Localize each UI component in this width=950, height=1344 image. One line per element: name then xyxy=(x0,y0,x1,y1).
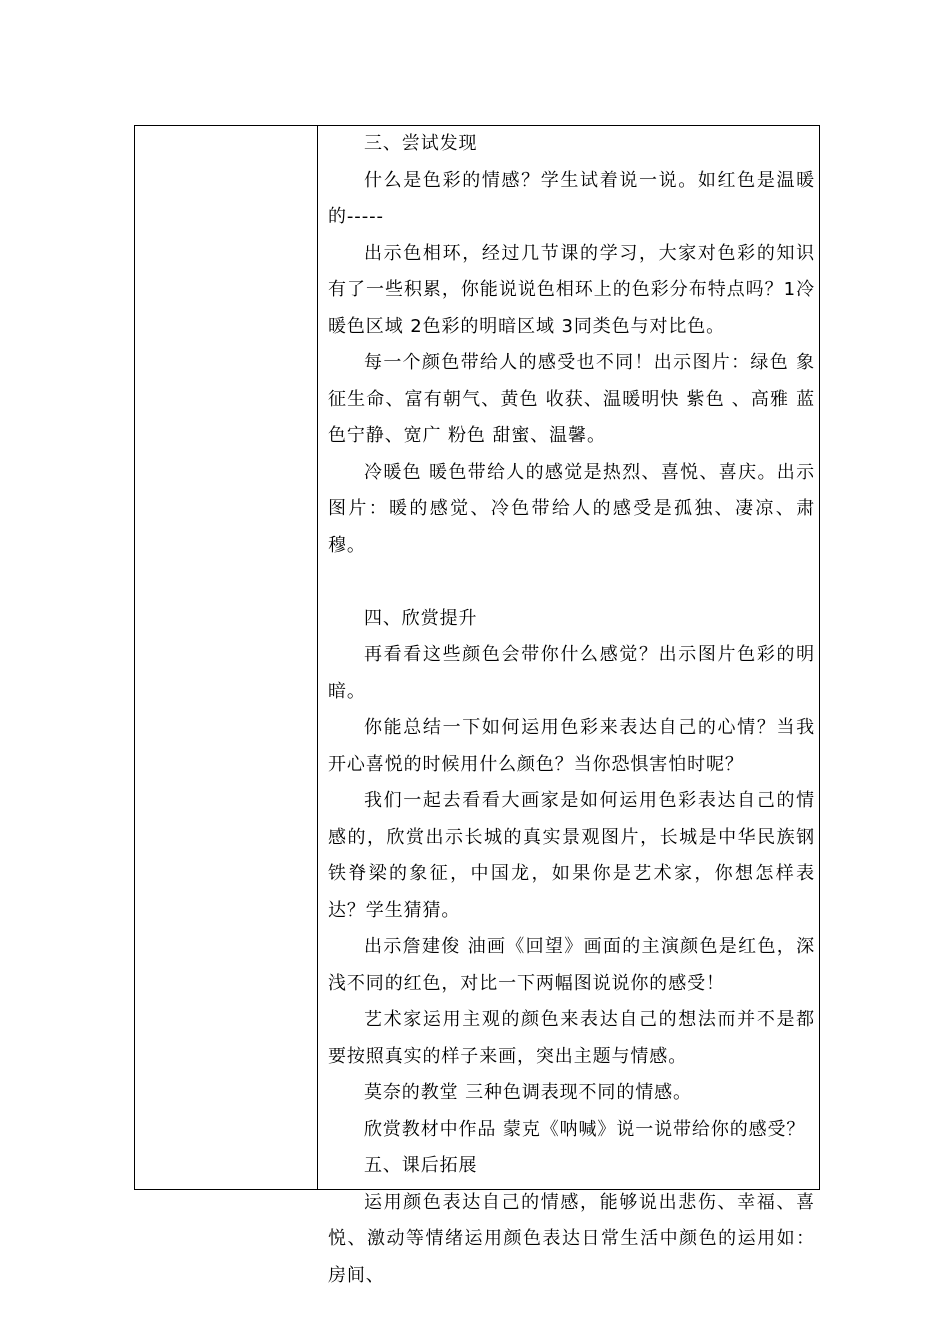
section-heading-appreciate: 四、欣赏提升 xyxy=(364,607,478,629)
paragraph-warm-cool: 冷暖色 暖色带给人的感觉是热烈、喜悦、喜庆。出示图片：暖的感觉、冷色带给人的感受是孤独、凄凉、肃穆。 xyxy=(328,461,815,556)
left-column-cell xyxy=(135,126,318,1189)
paragraph-brightness: 再看看这些颜色会带你什么感觉？出示图片色彩的明暗。 xyxy=(328,644,815,702)
paragraph-color-feelings: 每一个颜色带给人的感受也不同！出示图片：绿色 象征生命、富有朝气、黄色 收获、温暖明快 紫色 、高雅 蓝色宁静、宽广 粉色 甜蜜、温馨。 xyxy=(328,352,815,446)
lesson-table xyxy=(134,125,820,1286)
lesson-content-cell xyxy=(318,126,819,1286)
paragraph-subjective-color: 艺术家运用主观的颜色来表达自己的想法而并不是都要按照真实的样子来画，突出主题与情感。 xyxy=(328,1009,815,1067)
section-heading-try-discover: 三、尝试发现 xyxy=(364,133,478,154)
paragraph-extension-activity: 运用颜色表达自己的情感，能够说出悲伤、幸福、喜悦、激动等情绪运用颜色表达日常生活中颜色的运用如：房间、 xyxy=(328,1191,815,1286)
paragraph-great-wall: 我们一起去看看大画家是如何运用色彩表达自己的情感的，欣赏出示长城的真实景观图片，长城是中华民族钢铁脊梁的象征，中国龙，如果你是艺术家，你想怎样表达？学生猜猜。 xyxy=(328,790,815,921)
paragraph-color-wheel: 出示色相环，经过几节课的学习，大家对色彩的知识有了一些积累，你能说说色相环上的色彩分布特点吗？1冷暖色区域 2色彩的明暗区域 3同类色与对比色。 xyxy=(328,242,815,337)
paragraph-munch-scream: 欣赏教材中作品 蒙克《呐喊》说一说带给你的感受？ xyxy=(364,1118,806,1140)
section-heading-extension: 五、课后拓展 xyxy=(364,1155,478,1176)
paragraph-monet: 莫奈的教堂 三种色调表现不同的情感。 xyxy=(364,1082,692,1103)
paragraph-express-mood: 你能总结一下如何运用色彩来表达自己的心情？当我开心喜悦的时候用什么颜色？当你恐惧害怕时呢？ xyxy=(328,717,815,775)
blank-line xyxy=(328,564,815,601)
paragraph-color-emotion-question: 什么是色彩的情感？学生试着说一说。如红色是温暖的----- xyxy=(328,169,815,227)
paragraph-huiwang-painting: 出示詹建俊 油画《回望》画面的主演颜色是红色，深浅不同的红色，对比一下两幅图说说你的感受！ xyxy=(328,936,815,994)
